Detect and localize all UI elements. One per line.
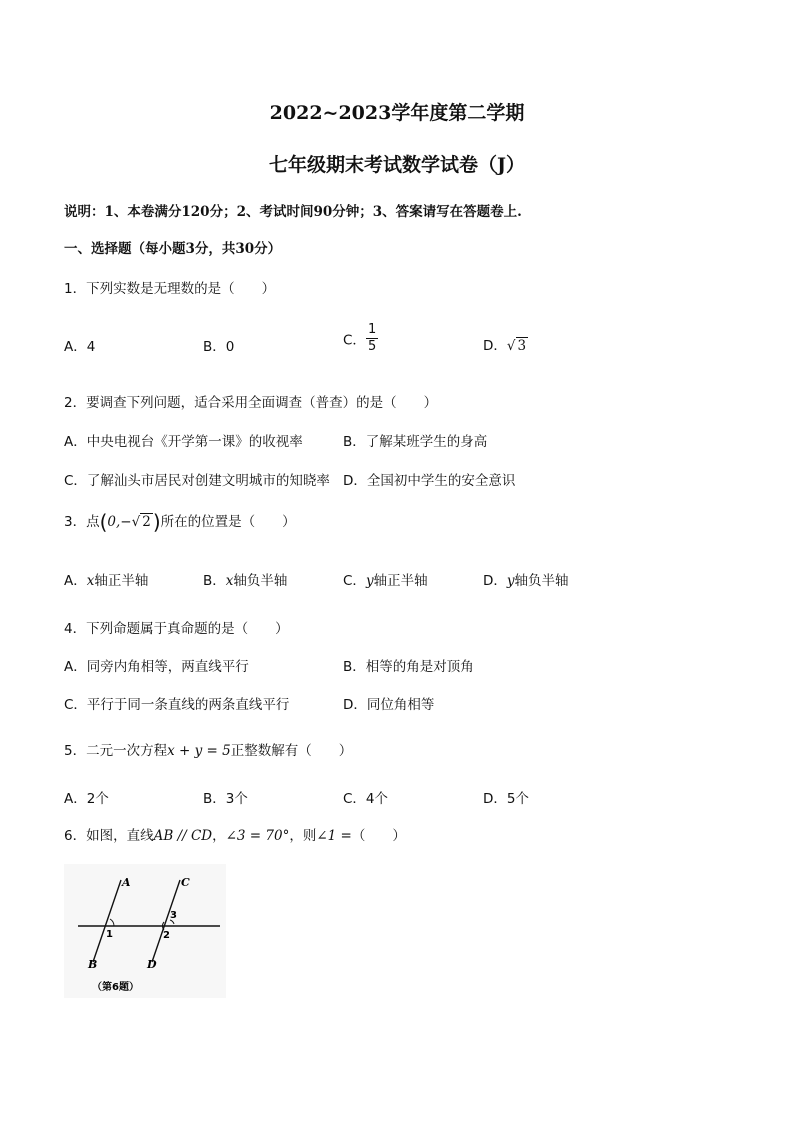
q2-option-d: D．全国初中学生的安全意识: [343, 473, 516, 489]
q6-angle-ask: ∠1 =: [316, 828, 352, 844]
q3-option-a: [64, 569, 148, 589]
sqrt-radicand: 3: [517, 338, 527, 354]
section-heading: 一、选择题（每小题3分，共30分）: [64, 241, 282, 257]
question-2-stem: 2．要调查下列问题，适合采用全面调查（普查）的是（ ）: [64, 395, 438, 411]
question-1-stem: 1．下列实数是无理数的是（ ）: [64, 281, 276, 297]
label-angle-3: 3: [170, 910, 177, 921]
label-angle-2: 2: [163, 930, 170, 941]
question-6-stem: [64, 824, 406, 844]
q2-option-a: A．中央电视台《开学第一课》的收视率: [64, 434, 303, 450]
q3-option-d-text: 轴负半轴: [514, 573, 569, 589]
q3-option-b-label: B．: [203, 573, 226, 589]
exam-title: 七年级期末考试数学试卷（J）: [269, 154, 525, 176]
q1-option-b: B．0: [203, 339, 235, 355]
q3-option-d: [483, 569, 569, 589]
q6-stem-suffix: （ ）: [351, 828, 406, 844]
q6-sep1: ，: [212, 828, 226, 844]
q3-option-b: [203, 569, 287, 589]
question-5-stem: [64, 739, 352, 759]
left-paren-icon: (: [99, 510, 108, 534]
q3-option-b-text: 轴负半轴: [233, 573, 288, 589]
q5-option-d: D．5个: [483, 791, 529, 807]
q3-option-c-var: y: [365, 573, 374, 589]
q5-option-c: C．4个: [343, 791, 389, 807]
q4-option-d: D．同位角相等: [343, 697, 435, 713]
q4-option-b: B．相等的角是对顶角: [343, 659, 474, 675]
fraction: [366, 322, 378, 355]
question-3-stem: [64, 510, 296, 534]
exam-year-title: 2022~2023学年度第二学期: [269, 102, 525, 124]
q2-option-b: B．了解某班学生的身高: [343, 434, 488, 450]
parallel-lines-figure: [64, 864, 226, 998]
label-b: B: [88, 958, 98, 971]
q6-stem-prefix: 6．如图，直线: [64, 828, 154, 844]
right-paren-icon: ): [152, 510, 161, 534]
q3-option-a-label: A．: [64, 573, 87, 589]
fraction-denominator: 5: [367, 339, 377, 354]
sqrt-icon: √: [131, 514, 141, 530]
q3-option-c: [343, 569, 428, 589]
q1-option-c: [343, 322, 378, 355]
q5-stem-prefix: 5．二元一次方程: [64, 743, 168, 759]
question-4-stem: 4．下列命题属于真命题的是（ ）: [64, 621, 289, 637]
q6-sep2: ，则: [289, 828, 317, 844]
q4-option-c: C．平行于同一条直线的两条直线平行: [64, 697, 290, 713]
q5-equation: x + y = 5: [167, 743, 231, 759]
q5-stem-suffix: 正整数解有（ ）: [230, 743, 353, 759]
q6-parallel: AB // CD: [153, 828, 213, 844]
exam-instructions: 说明：1、本卷满分120分；2、考试时间90分钟；3、答案请写在答题卷上.: [64, 204, 522, 220]
q3-option-c-label: C．: [343, 573, 366, 589]
q1-option-d: [483, 334, 528, 354]
point-x: 0,: [107, 514, 121, 530]
q3-stem-prefix: 3．点: [64, 514, 100, 530]
q4-option-a: A．同旁内角相等，两直线平行: [64, 659, 249, 675]
q3-option-d-label: D．: [483, 573, 507, 589]
point-sign: −: [120, 514, 132, 530]
label-angle-1: 1: [106, 929, 113, 940]
q1-option-d-label: D．: [483, 338, 507, 354]
q3-option-a-var: x: [86, 573, 95, 589]
point-radicand: 2: [142, 514, 151, 530]
q1-option-a: A．4: [64, 339, 96, 355]
figure-caption: （第6题）: [92, 982, 139, 993]
label-c: C: [181, 876, 190, 889]
sqrt-icon: √: [506, 338, 516, 354]
q3-option-d-var: y: [506, 573, 515, 589]
q3-option-a-text: 轴正半轴: [94, 573, 149, 589]
q6-angle-given: ∠3 = 70°: [225, 828, 290, 844]
q5-option-b: B．3个: [203, 791, 248, 807]
label-a: A: [122, 876, 131, 889]
figure-background: [64, 864, 226, 998]
q5-option-a: A．2个: [64, 791, 109, 807]
q3-stem-suffix: 所在的位置是（ ）: [160, 514, 296, 530]
fraction-numerator: 1: [367, 322, 377, 337]
q3-option-c-text: 轴正半轴: [373, 573, 428, 589]
q1-option-c-label: C．: [343, 332, 366, 349]
q3-option-b-var: x: [225, 573, 234, 589]
q2-option-c: C．了解汕头市居民对创建文明城市的知晓率: [64, 473, 330, 489]
label-d: D: [147, 958, 157, 971]
